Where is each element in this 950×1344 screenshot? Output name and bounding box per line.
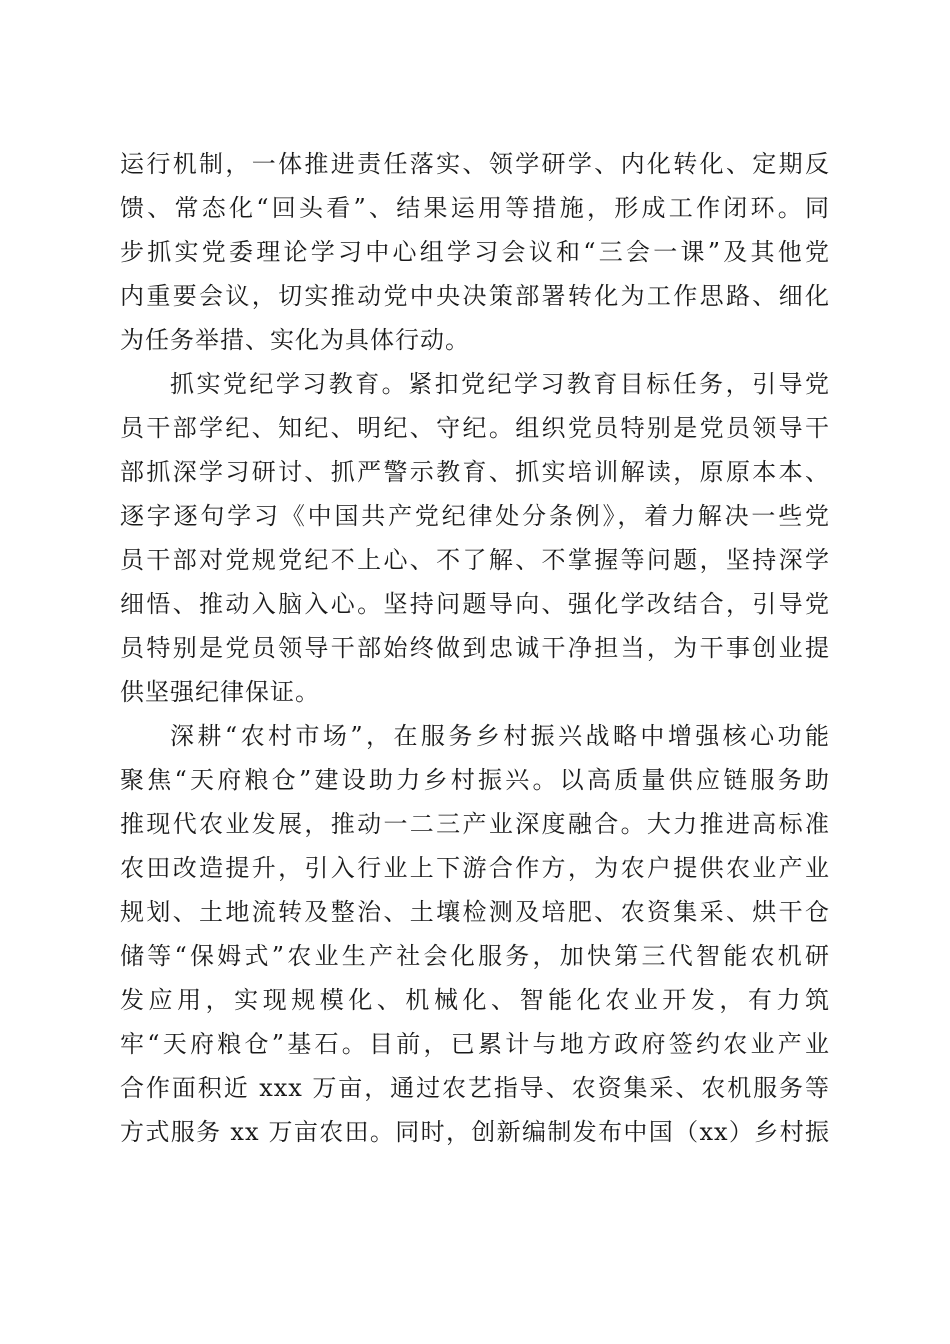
text-line: 牢“天府粮仓”基石。目前，已累计与地方政府签约农业产业 — [120, 1030, 830, 1058]
text-line: 抓实党纪学习教育。紧扣党纪学习教育目标任务，引导党 — [170, 370, 830, 398]
text-line: 发应用，实现规模化、机械化、智能化农业开发，有力筑 — [120, 986, 830, 1014]
text-line: 内重要会议，切实推动党中央决策部署转化为工作思路、细化 — [120, 282, 830, 310]
text-line: 规划、土地流转及整治、土壤检测及培肥、农资集采、烘干仓 — [120, 898, 830, 926]
paragraph-discipline-education — [120, 362, 830, 714]
text-line: 员干部对党规党纪不上心、不了解、不掌握等问题，坚持深学 — [120, 546, 830, 574]
text-line: 农田改造提升，引入行业上下游合作方，为农户提供农业产业 — [120, 854, 830, 882]
text-line: 推现代农业发展，推动一二三产业深度融合。大力推进高标准 — [120, 810, 830, 838]
text-line: 员干部学纪、知纪、明纪、守纪。组织党员特别是党员领导干 — [120, 414, 830, 442]
text-line: 步抓实党委理论学习中心组学习会议和“三会一课”及其他党 — [120, 238, 830, 266]
text-line: 方式服务 xx 万亩农田。同时，创新编制发布中国（xx）乡村振 — [120, 1118, 830, 1146]
text-line: 逐字逐句学习《中国共产党纪律处分条例》，着力解决一些党 — [120, 502, 830, 530]
text-line: 储等“保姆式”农业生产社会化服务，加快第三代智能农机研 — [120, 942, 830, 970]
text-line: 聚焦“天府粮仓”建设助力乡村振兴。以高质量供应链服务助 — [120, 766, 830, 794]
text-line: 合作面积近 xxx 万亩，通过农艺指导、农资集采、农机服务等 — [120, 1074, 830, 1102]
text-line: 馈、常态化“回头看”、结果运用等措施，形成工作闭环。同 — [120, 194, 830, 222]
paragraph-rural-market — [120, 714, 830, 1154]
document-body — [120, 142, 830, 1154]
text-line: 供坚强纪律保证。 — [120, 678, 320, 706]
paragraph-mechanism — [120, 142, 830, 362]
text-line: 深耕“农村市场”，在服务乡村振兴战略中增强核心功能 — [170, 722, 830, 750]
text-line: 为任务举措、实化为具体行动。 — [120, 326, 470, 354]
text-line: 员特别是党员领导干部始终做到忠诚干净担当，为干事创业提 — [120, 634, 830, 662]
text-line: 部抓深学习研讨、抓严警示教育、抓实培训解读，原原本本、 — [120, 458, 830, 486]
text-line: 细悟、推动入脑入心。坚持问题导向、强化学改结合，引导党 — [120, 590, 830, 618]
text-line: 运行机制，一体推进责任落实、领学研学、内化转化、定期反 — [120, 150, 830, 178]
